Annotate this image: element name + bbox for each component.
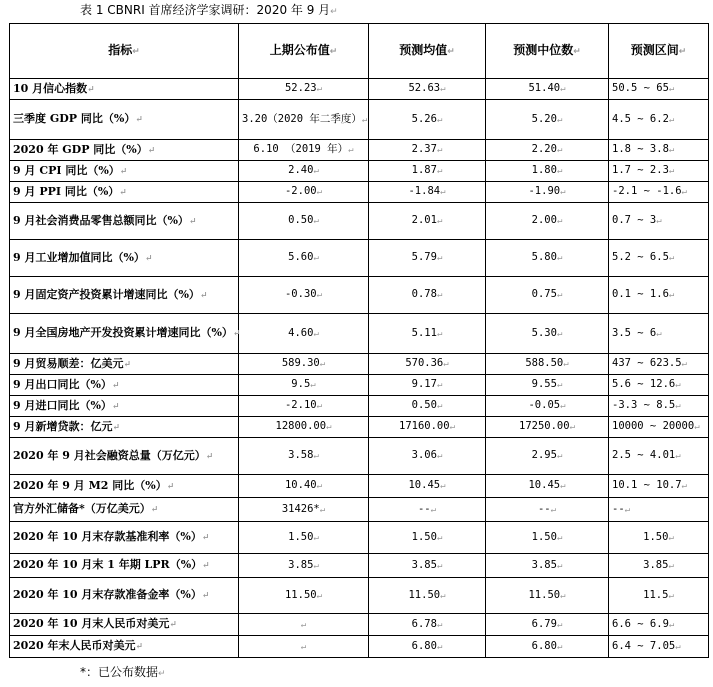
table-row	[10, 475, 709, 498]
range-cell: 1.8 ~ 3.8↵	[609, 140, 709, 161]
indicator-cell: 9 月进口同比（%）↵	[10, 396, 239, 417]
table-row	[10, 100, 709, 140]
mean-cell: 11.50↵	[369, 578, 486, 614]
table-row	[10, 240, 709, 277]
header-range: 预测区间↵	[609, 24, 709, 79]
range-cell: 5.6 ~ 12.6↵	[609, 375, 709, 396]
range-cell: 50.5 ~ 65↵	[609, 79, 709, 100]
header-mean: 预测均值↵	[369, 24, 486, 79]
indicator-cell: 2020 年 9 月社会融资总量（万亿元）↵	[10, 438, 239, 475]
previous-cell: 9.5↵	[239, 375, 369, 396]
table-row	[10, 417, 709, 438]
median-cell: 6.80↵	[486, 636, 609, 658]
median-cell: 2.00↵	[486, 203, 609, 240]
header-previous: 上期公布值↵	[239, 24, 369, 79]
indicator-cell: 2020 年末人民币对美元↵	[10, 636, 239, 658]
previous-cell: -2.10↵	[239, 396, 369, 417]
range-cell: 11.5↵	[609, 578, 709, 614]
previous-cell: 3.58↵	[239, 438, 369, 475]
mean-cell: 6.78↵	[369, 614, 486, 636]
range-cell: 6.6 ~ 6.9↵	[609, 614, 709, 636]
median-cell: 2.20↵	[486, 140, 609, 161]
range-cell: -3.3 ~ 8.5↵	[609, 396, 709, 417]
range-cell: 6.4 ~ 7.05↵	[609, 636, 709, 658]
header-indicator: 指标↵	[10, 24, 239, 79]
mean-cell: 6.80↵	[369, 636, 486, 658]
forecast-table	[9, 23, 709, 658]
indicator-cell: 2020 年 10 月末 1 年期 LPR（%）↵	[10, 554, 239, 578]
header-row	[10, 24, 709, 79]
table-row	[10, 375, 709, 396]
mean-cell: 52.63↵	[369, 79, 486, 100]
table-row	[10, 314, 709, 354]
median-cell: 0.75↵	[486, 277, 609, 314]
mean-cell: 570.36↵	[369, 354, 486, 375]
paragraph-mark: ↵	[330, 7, 338, 17]
mean-cell: -1.84↵	[369, 182, 486, 203]
range-cell: 3.85↵	[609, 554, 709, 578]
median-cell: 9.55↵	[486, 375, 609, 396]
previous-cell: -0.30↵	[239, 277, 369, 314]
previous-cell: 52.23↵	[239, 79, 369, 100]
indicator-cell: 9 月 CPI 同比（%）↵	[10, 161, 239, 182]
indicator-cell: 9 月贸易顺差：亿美元↵	[10, 354, 239, 375]
mean-cell: 17160.00↵	[369, 417, 486, 438]
previous-cell: ↵	[239, 614, 369, 636]
table-row	[10, 182, 709, 203]
range-cell: 10.1 ~ 10.7↵	[609, 475, 709, 498]
mean-cell: 9.17↵	[369, 375, 486, 396]
median-cell: --↵	[486, 498, 609, 522]
previous-cell: 4.60↵	[239, 314, 369, 354]
footnote	[80, 664, 166, 682]
table-row	[10, 203, 709, 240]
table-row	[10, 636, 709, 658]
mean-cell: 2.37↵	[369, 140, 486, 161]
previous-cell: 5.60↵	[239, 240, 369, 277]
range-cell: 10000 ~ 20000↵	[609, 417, 709, 438]
caption-text: 表 1 CBNRI 首席经济学家调研：2020 年 9 月	[80, 3, 331, 17]
range-cell: 2.5 ~ 4.01↵	[609, 438, 709, 475]
median-cell: 3.85↵	[486, 554, 609, 578]
table-row	[10, 396, 709, 417]
indicator-cell: 9 月社会消费品零售总额同比（%）↵	[10, 203, 239, 240]
previous-cell: 12800.00↵	[239, 417, 369, 438]
indicator-cell: 9 月全国房地产开发投资累计增速同比（%）↵	[10, 314, 239, 354]
range-cell: 1.50↵	[609, 522, 709, 554]
median-cell: 6.79↵	[486, 614, 609, 636]
indicator-cell: 2020 年 10 月末存款基准利率（%）↵	[10, 522, 239, 554]
previous-cell: 3.20（2020 年二季度）↵	[239, 100, 369, 140]
paragraph-mark: ↵	[158, 669, 166, 679]
mean-cell: 1.87↵	[369, 161, 486, 182]
mean-cell: --↵	[369, 498, 486, 522]
indicator-cell: 10 月信心指数↵	[10, 79, 239, 100]
median-cell: -1.90↵	[486, 182, 609, 203]
table-row	[10, 614, 709, 636]
indicator-cell: 9 月新增贷款：亿元↵	[10, 417, 239, 438]
previous-cell: 0.50↵	[239, 203, 369, 240]
indicator-cell: 9 月 PPI 同比（%）↵	[10, 182, 239, 203]
table-row	[10, 438, 709, 475]
median-cell: 51.40↵	[486, 79, 609, 100]
mean-cell: 0.78↵	[369, 277, 486, 314]
median-cell: 11.50↵	[486, 578, 609, 614]
median-cell: 2.95↵	[486, 438, 609, 475]
previous-cell: 589.30↵	[239, 354, 369, 375]
indicator-cell: 2020 年 10 月末存款准备金率（%）↵	[10, 578, 239, 614]
range-cell: 0.1 ~ 1.6↵	[609, 277, 709, 314]
median-cell: 588.50↵	[486, 354, 609, 375]
previous-cell: -2.00↵	[239, 182, 369, 203]
indicator-cell: 9 月出口同比（%）↵	[10, 375, 239, 396]
median-cell: 5.80↵	[486, 240, 609, 277]
table-row	[10, 161, 709, 182]
mean-cell: 0.50↵	[369, 396, 486, 417]
indicator-cell: 官方外汇储备*（万亿美元）↵	[10, 498, 239, 522]
mean-cell: 2.01↵	[369, 203, 486, 240]
footnote-text: *：已公布数据	[80, 665, 159, 679]
table-row	[10, 498, 709, 522]
mean-cell: 3.85↵	[369, 554, 486, 578]
table-row	[10, 354, 709, 375]
range-cell: 1.7 ~ 2.3↵	[609, 161, 709, 182]
median-cell: 10.45↵	[486, 475, 609, 498]
range-cell: --↵	[609, 498, 709, 522]
range-cell: 437 ~ 623.5↵	[609, 354, 709, 375]
mean-cell: 5.26↵	[369, 100, 486, 140]
mean-cell: 3.06↵	[369, 438, 486, 475]
range-cell: -2.1 ~ -1.6↵	[609, 182, 709, 203]
header-median: 预测中位数↵	[486, 24, 609, 79]
mean-cell: 1.50↵	[369, 522, 486, 554]
median-cell: -0.05↵	[486, 396, 609, 417]
range-cell: 0.7 ~ 3↵	[609, 203, 709, 240]
indicator-cell: 9 月固定资产投资累计增速同比（%）↵	[10, 277, 239, 314]
table-row	[10, 578, 709, 614]
range-cell: 4.5 ~ 6.2↵	[609, 100, 709, 140]
previous-cell: 3.85↵	[239, 554, 369, 578]
indicator-cell: 9 月工业增加值同比（%）↵	[10, 240, 239, 277]
table-row	[10, 554, 709, 578]
range-cell: 5.2 ~ 6.5↵	[609, 240, 709, 277]
table-row	[10, 522, 709, 554]
previous-cell: 1.50↵	[239, 522, 369, 554]
median-cell: 1.80↵	[486, 161, 609, 182]
table-row	[10, 79, 709, 100]
mean-cell: 10.45↵	[369, 475, 486, 498]
range-cell: 3.5 ~ 6↵	[609, 314, 709, 354]
median-cell: 5.20↵	[486, 100, 609, 140]
median-cell: 5.30↵	[486, 314, 609, 354]
previous-cell: 6.10 （2019 年）↵	[239, 140, 369, 161]
indicator-cell: 2020 年 GDP 同比（%）↵	[10, 140, 239, 161]
previous-cell: 11.50↵	[239, 578, 369, 614]
table-row	[10, 277, 709, 314]
mean-cell: 5.11↵	[369, 314, 486, 354]
previous-cell: 2.40↵	[239, 161, 369, 182]
previous-cell: ↵	[239, 636, 369, 658]
previous-cell: 31426*↵	[239, 498, 369, 522]
table-row	[10, 140, 709, 161]
previous-cell: 10.40↵	[239, 475, 369, 498]
indicator-cell: 2020 年 10 月末人民币对美元↵	[10, 614, 239, 636]
indicator-cell: 2020 年 9 月 M2 同比（%）↵	[10, 475, 239, 498]
table-caption	[80, 2, 338, 20]
indicator-cell: 三季度 GDP 同比（%）↵	[10, 100, 239, 140]
mean-cell: 5.79↵	[369, 240, 486, 277]
median-cell: 17250.00↵	[486, 417, 609, 438]
median-cell: 1.50↵	[486, 522, 609, 554]
